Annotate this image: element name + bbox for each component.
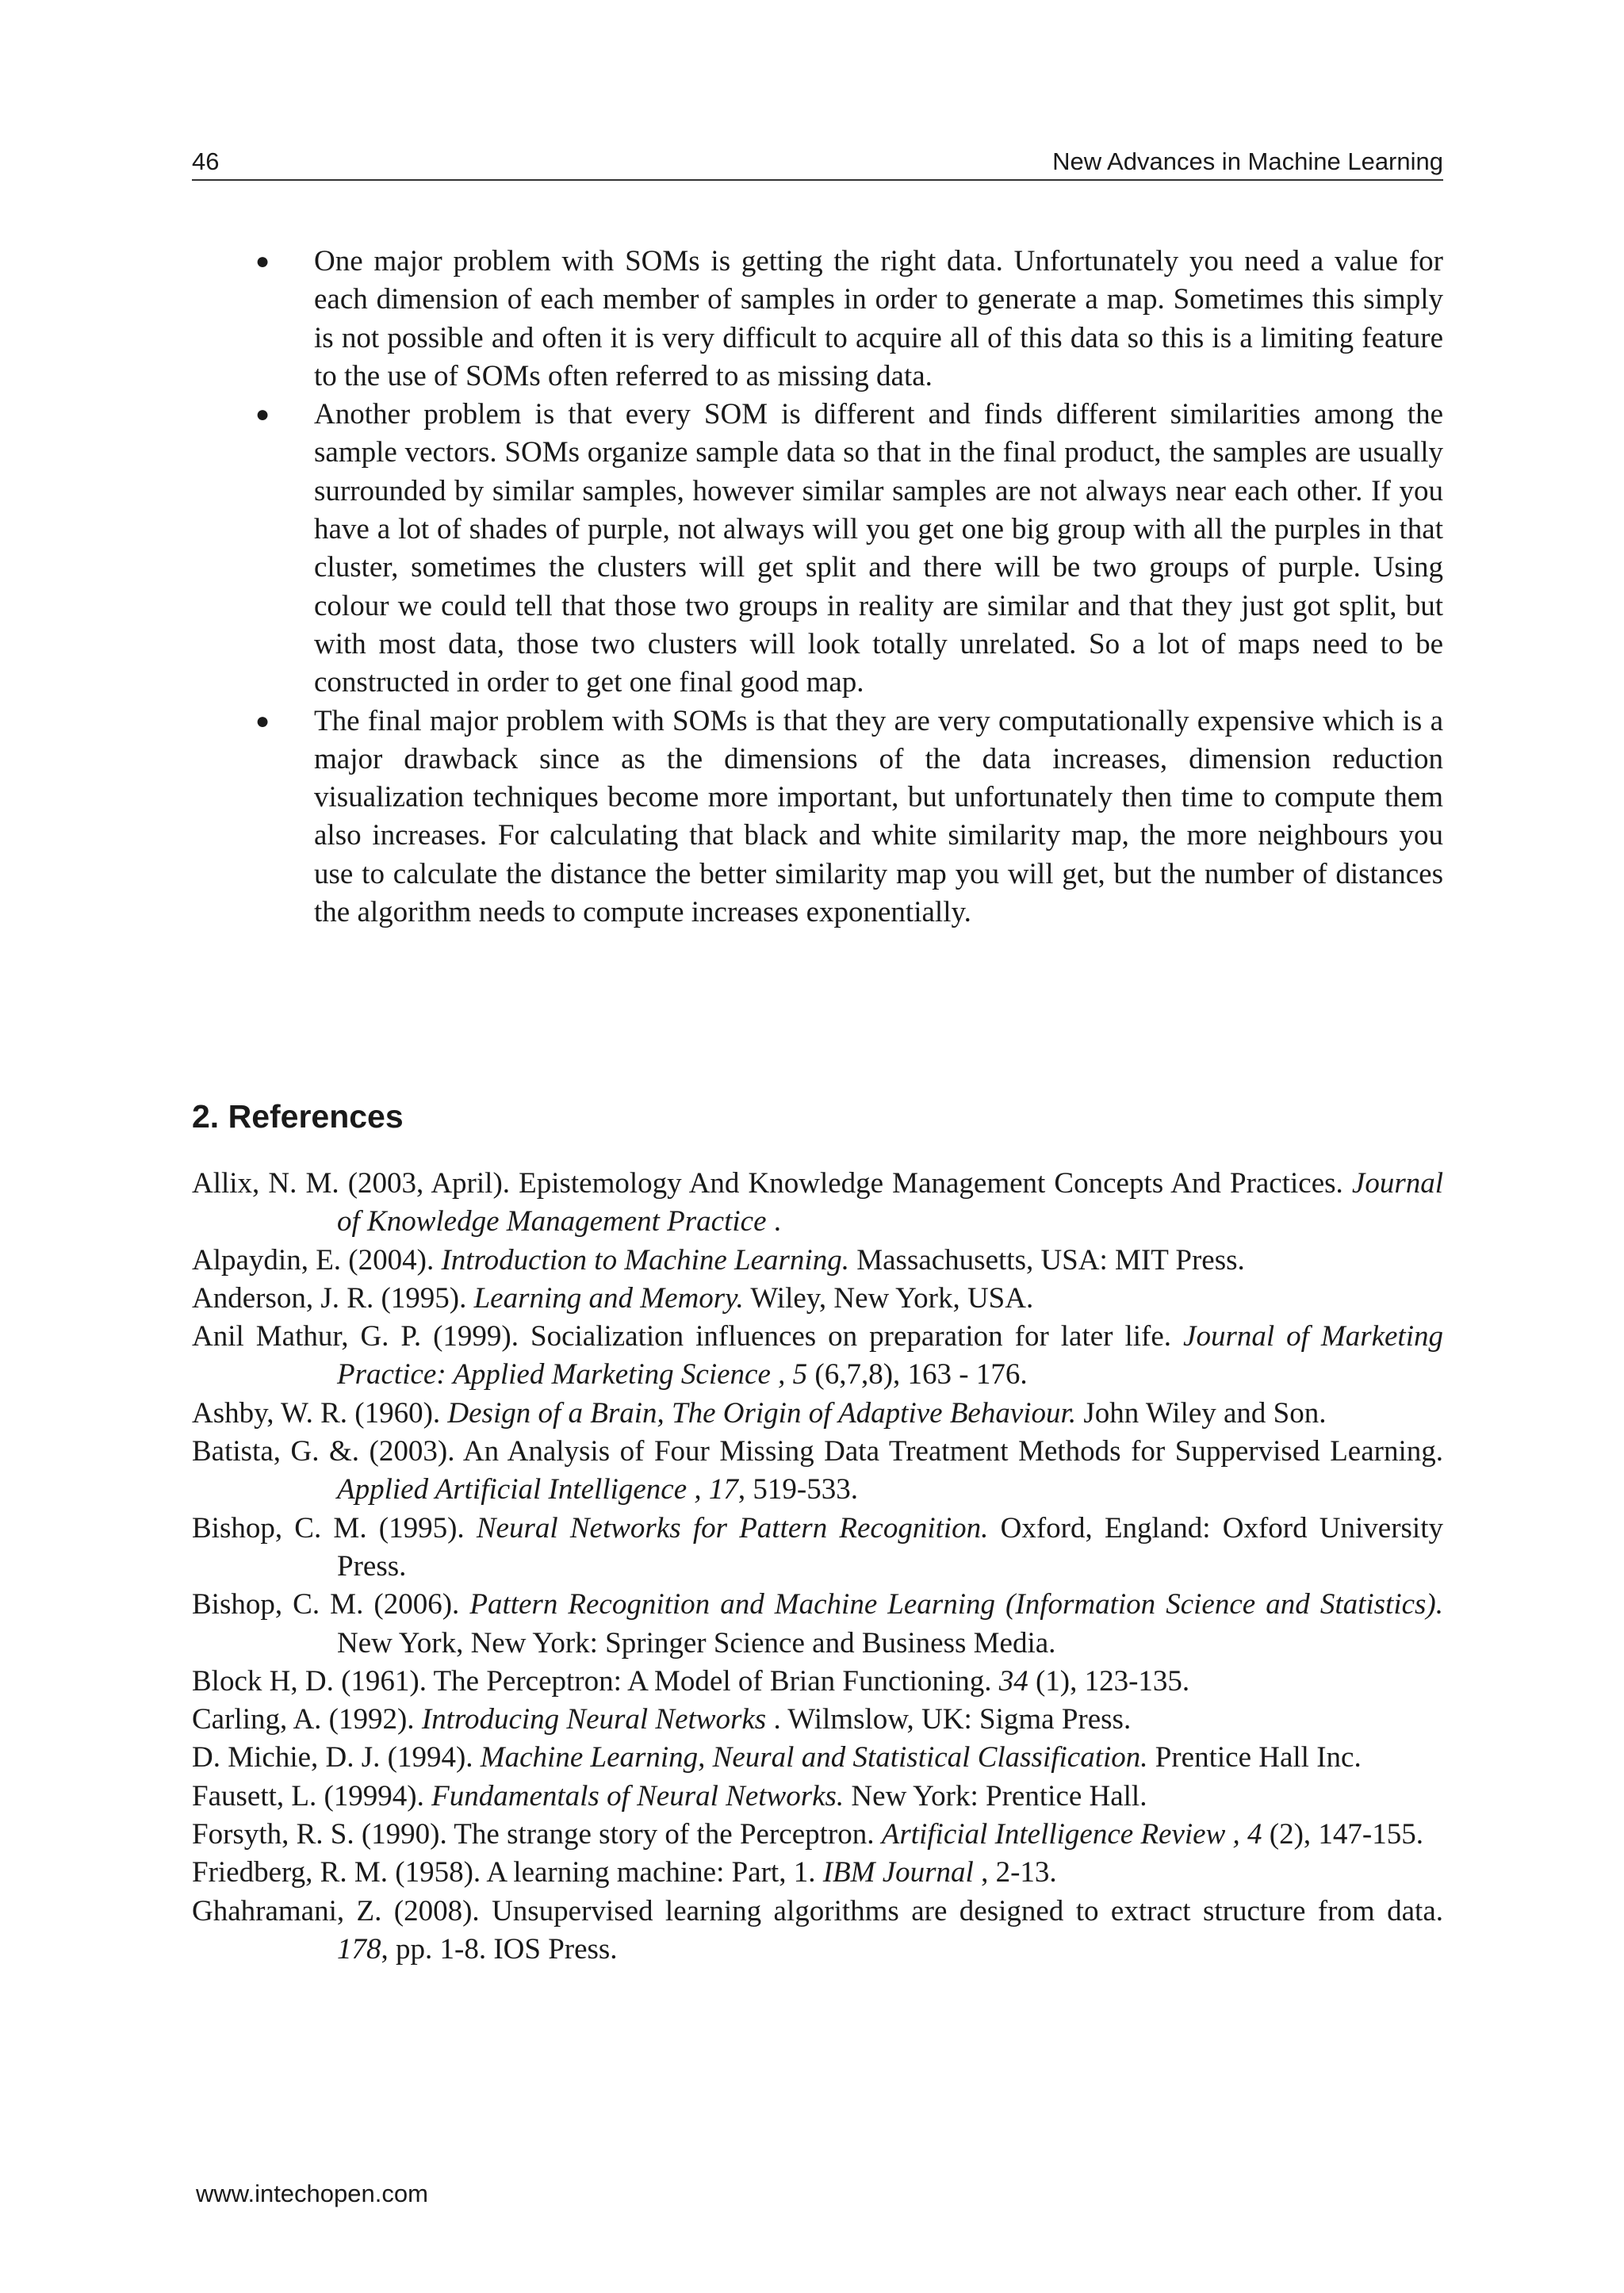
reference-text: Ashby, W. R. (1960).	[192, 1396, 448, 1430]
bullet-item	[192, 396, 1443, 702]
reference-details: John Wiley and Son.	[1076, 1396, 1327, 1430]
reference-text: Anil Mathur, G. P. (1999). Socialization influences on preparation for later life.	[192, 1320, 1184, 1353]
reference-item	[192, 1816, 1443, 1854]
reference-source: IBM Journal	[822, 1856, 974, 1889]
reference-source: Machine Learning, Neural and Statistical Classification.	[480, 1741, 1148, 1774]
footer-url: www.intechopen.com	[196, 2180, 428, 2207]
reference-item	[192, 1433, 1443, 1510]
reference-details: , pp. 1-8. IOS Press.	[381, 1932, 618, 1966]
reference-details: . Wilmslow, UK: Sigma Press.	[766, 1703, 1132, 1736]
reference-item	[192, 1242, 1443, 1280]
bullet-item	[192, 243, 1443, 396]
reference-source: Fundamentals of Neural Networks.	[431, 1779, 845, 1813]
reference-item	[192, 1893, 1443, 1970]
reference-source: Applied Artificial Intelligence , 17	[337, 1473, 738, 1506]
reference-item	[192, 1510, 1443, 1587]
page-header	[192, 147, 1443, 181]
reference-source: Journal of Knowledge Management Practice	[337, 1167, 1443, 1238]
reference-text: Fausett, L. (19994).	[192, 1779, 432, 1813]
reference-item	[192, 1663, 1443, 1701]
reference-item	[192, 1739, 1443, 1777]
reference-source: Neural Networks for Pattern Recognition.	[476, 1511, 989, 1545]
reference-item	[192, 1395, 1443, 1433]
reference-text: Batista, G. &. (2003). An Analysis of Four Missing Data Treatment Methods for Suppervised Learning.	[192, 1435, 1443, 1468]
reference-text: Alpaydin, E. (2004).	[192, 1243, 442, 1277]
reference-text: Forsyth, R. S. (1990). The strange story of the Perceptron.	[192, 1818, 882, 1851]
reference-details: Prentice Hall Inc.	[1147, 1741, 1362, 1774]
page-number: 46	[192, 147, 220, 175]
reference-details: Wiley, New York, USA.	[743, 1281, 1034, 1315]
reference-details: New York, New York: Springer Science and Business Media.	[337, 1626, 1056, 1659]
reference-text: Carling, A. (1992).	[192, 1703, 422, 1736]
reference-item	[192, 1778, 1443, 1816]
bullet-icon: ●	[255, 707, 270, 734]
reference-item	[192, 1280, 1443, 1318]
reference-source: Journal of Marketing Practice: Applied Marketing Science , 5	[337, 1320, 1443, 1391]
reference-text: Ghahramani, Z. (2008). Unsupervised learning algorithms are designed to extract structure from data.	[192, 1894, 1443, 1927]
reference-details: (6,7,8), 163 - 176.	[807, 1358, 1028, 1391]
reference-item	[192, 1701, 1443, 1739]
reference-item	[192, 1165, 1443, 1242]
reference-details: , 2-13.	[973, 1856, 1057, 1889]
reference-details: New York: Prentice Hall.	[844, 1779, 1147, 1813]
reference-item	[192, 1586, 1443, 1663]
bullet-text: The final major problem with SOMs is that they are very computationally expensive which is a major drawback since as the dimensions of the data increases, dimension reduction visualization techniques become more important, but unfortunately then time to compute them also increases. For calculating that black and white similarity map, the more neighbours you use to calculate the distance the better similarity map you will get, but the number of distances the algorithm needs to compute increases exponentially.	[314, 704, 1443, 929]
reference-details: , 519-533.	[737, 1473, 858, 1506]
bullet-text: One major problem with SOMs is getting the right data. Unfortunately you need a value for each dimension of each member of samples in order to generate a map. Sometimes this simply is not possible and often it is very difficult to acquire all of this data so this is a limiting feature to the use of SOMs often referred to as missing data.	[314, 245, 1443, 392]
section-title: 2. References	[192, 1098, 404, 1135]
book-title: New Advances in Machine Learning	[1052, 147, 1443, 175]
reference-source: Pattern Recognition and Machine Learning (Information Science and Statistics).	[469, 1588, 1444, 1621]
reference-item	[192, 1854, 1443, 1892]
reference-details: (2), 147-155.	[1262, 1818, 1423, 1851]
reference-text: Allix, N. M. (2003, April). Epistemology And Knowledge Management Concepts And Practices.	[192, 1167, 1352, 1200]
bullet-icon: ●	[255, 401, 270, 428]
reference-details: (1), 123-135.	[1028, 1664, 1190, 1698]
reference-text: Block H, D. (1961). The Perceptron: A Model of Brian Functioning.	[192, 1664, 999, 1698]
reference-source: Design of a Brain, The Origin of Adaptive Behaviour.	[447, 1396, 1077, 1430]
reference-text: Bishop, C. M. (2006).	[192, 1588, 470, 1621]
reference-source: Artificial Intelligence Review , 4	[881, 1818, 1262, 1851]
bullet-text: Another problem is that every SOM is different and finds different similarities among the sample vectors. SOMs organize sample data so that in the final product, the samples are usually surrounded by similar samples, however similar samples are not always near each other. If you have a lot of shades of purple, not always will you get one big group with all the purples in that cluster, sometimes the clusters will get split and there will be two groups of purple. Using colour we could tell that those two groups in reality are similar and that they just got split, but with most data, those two clusters will look totally unrelated. So a lot of maps need to be constructed in order to get one final good map.	[314, 398, 1443, 699]
reference-source: Introducing Neural Networks	[421, 1703, 767, 1736]
reference-text: Friedberg, R. M. (1958). A learning machine: Part, 1.	[192, 1856, 823, 1889]
reference-text: Anderson, J. R. (1995).	[192, 1281, 474, 1315]
reference-text: D. Michie, D. J. (1994).	[192, 1741, 481, 1774]
reference-source: 34	[998, 1664, 1028, 1698]
reference-list	[192, 1165, 1443, 1969]
bullet-icon: ●	[255, 248, 270, 274]
reference-item	[192, 1318, 1443, 1395]
bullet-list	[192, 243, 1443, 932]
reference-source: 178	[337, 1932, 381, 1966]
reference-source: Learning and Memory.	[473, 1281, 744, 1315]
reference-source: Introduction to Machine Learning.	[441, 1243, 849, 1277]
reference-details: .	[766, 1205, 782, 1238]
reference-details: Oxford, England: Oxford University Press.	[337, 1511, 1443, 1583]
reference-details: Massachusetts, USA: MIT Press.	[848, 1243, 1245, 1277]
reference-text: Bishop, C. M. (1995).	[192, 1511, 477, 1545]
bullet-item	[192, 702, 1443, 932]
